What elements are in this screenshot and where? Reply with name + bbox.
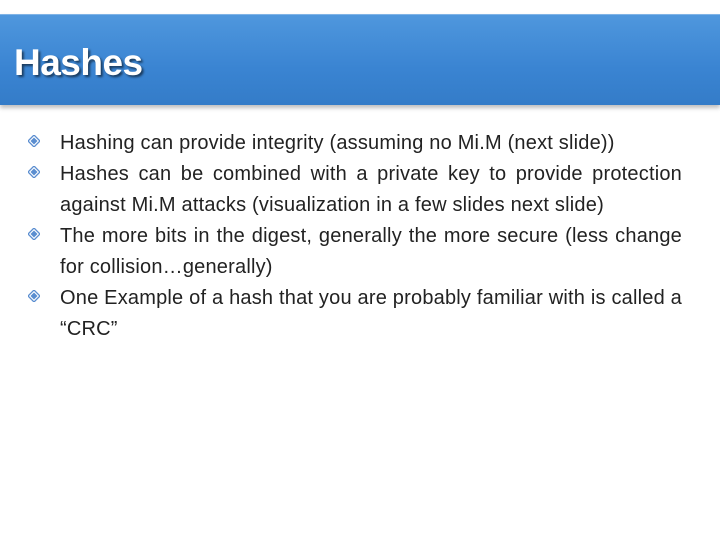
bullet-text: One Example of a hash that you are probably familiar with is called a “CRC” bbox=[60, 287, 682, 340]
bullet-item bbox=[0, 128, 720, 159]
title-bar bbox=[0, 14, 720, 105]
diamond-bullet-icon bbox=[28, 290, 40, 302]
diamond-bullet-icon bbox=[28, 135, 40, 147]
diamond-bullet-icon bbox=[28, 166, 40, 178]
bullet-item bbox=[0, 159, 720, 221]
bullet-list bbox=[0, 128, 720, 345]
bullet-item bbox=[0, 283, 720, 345]
bullet-text: The more bits in the digest, generally the more secure (less change for collision…generally) bbox=[60, 225, 682, 278]
slide-title: Hashes bbox=[14, 42, 143, 83]
bullet-text: Hashing can provide integrity (assuming no Mi.M (next slide)) bbox=[60, 132, 615, 154]
diamond-bullet-icon bbox=[28, 228, 40, 240]
bullet-text: Hashes can be combined with a private key to provide protection against Mi.M attacks (visualization in a few slides next slide) bbox=[60, 163, 682, 216]
bullet-item bbox=[0, 221, 720, 283]
